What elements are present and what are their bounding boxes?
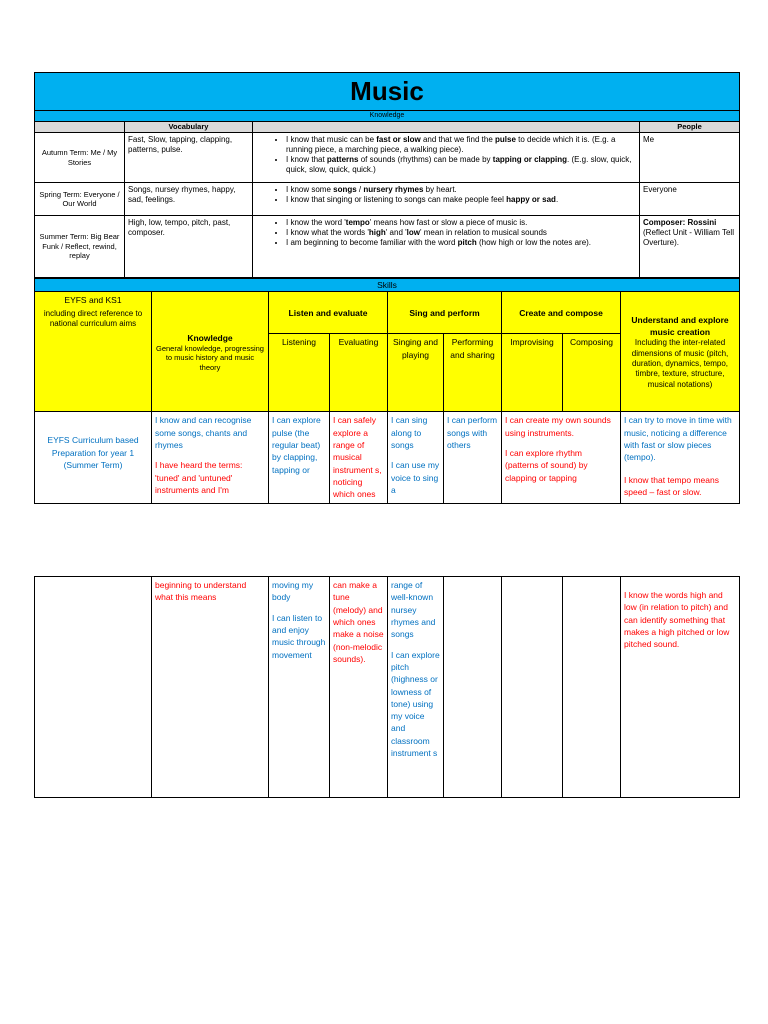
create-compose-header: Create and compose bbox=[502, 292, 621, 334]
statement-item: • I know that singing or listening to songs can make people feel happy or sad. bbox=[286, 195, 636, 205]
continued-composing-cell bbox=[563, 577, 621, 798]
page-title: Music bbox=[35, 73, 740, 111]
term-spring: Spring Term: Everyone / Our World bbox=[35, 183, 125, 216]
create-cell: I can create my own sounds using instruments. I can explore rhythm (patterns of sound) by clapping or tapping bbox=[502, 412, 621, 503]
continued-singing-cell: range of well-known nursey rhymes and songs I can explore pitch (highness or lowness of tone) using my voice and classroom instrument s bbox=[388, 577, 444, 798]
statement-item: • I know that patterns of sounds (rhythms) can be made by tapping or clapping. (E.g. slow, quick, quick, slow, quick, quick.) bbox=[286, 155, 636, 175]
people-autumn: Me bbox=[640, 133, 740, 183]
performing-cell: I can perform songs with others bbox=[444, 412, 502, 503]
listening-subheader: Listening bbox=[269, 334, 330, 412]
continued-label-cell bbox=[35, 577, 152, 798]
statements-spring bbox=[253, 183, 640, 216]
statement-item: • I know the word 'tempo' means how fast or slow a piece of music is. bbox=[286, 218, 636, 228]
statement-item: • I know that music can be fast or slow and that we find the pulse to decide which it is. (E.g. a running piece, a marching piece, a walking piece). bbox=[286, 135, 636, 155]
evaluating-subheader: Evaluating bbox=[330, 334, 388, 412]
sing-perform-header: Sing and perform bbox=[388, 292, 502, 334]
continued-evaluating-cell: can make a tune (melody) and which ones make a noise (non-melodic sounds). bbox=[330, 577, 388, 798]
statement-item: • I know what the words 'high' and 'low' mean in relation to musical sounds bbox=[286, 228, 636, 238]
continued-table bbox=[34, 576, 740, 798]
continued-knowledge-cell: beginning to understand what this means bbox=[152, 577, 269, 798]
listen-evaluate-header: Listen and evaluate bbox=[269, 292, 388, 334]
listening-cell: I can explore pulse (the regular beat) by clapping, tapping or bbox=[269, 412, 330, 503]
continued-performing-cell bbox=[444, 577, 502, 798]
eyfs-header: EYFS and KS1 including direct reference to national curriculum aims bbox=[35, 292, 152, 412]
statement-item: • I know some songs / nursery rhymes by heart. bbox=[286, 185, 636, 195]
blank-header bbox=[35, 122, 125, 133]
vocabulary-header: Vocabulary bbox=[125, 122, 253, 133]
statements-autumn bbox=[253, 133, 640, 183]
statement-item: • I am beginning to become familiar with the word pitch (how high or low the notes are). bbox=[286, 238, 636, 248]
music-curriculum-page bbox=[34, 72, 739, 504]
understand-cell: I can try to move in time with music, noticing a difference with fast or slow pieces (tempo). I know that tempo means speed – fast or slow. bbox=[621, 412, 740, 503]
people-summer: Composer: Rossini (Reflect Unit - William Tell Overture). bbox=[640, 216, 740, 278]
continued-improvising-cell bbox=[502, 577, 563, 798]
vocab-spring: Songs, nursey rhymes, happy, sad, feelings. bbox=[125, 183, 253, 216]
knowledge-band: Knowledge bbox=[35, 111, 740, 122]
evaluating-cell: I can safely explore a range of musical instrument s, noticing which ones bbox=[330, 412, 388, 503]
performing-subheader: Performing and sharing bbox=[444, 334, 502, 412]
skills-table bbox=[34, 278, 740, 504]
term-autumn: Autumn Term: Me / My Stories bbox=[35, 133, 125, 183]
top-table bbox=[34, 72, 740, 278]
vocab-autumn: Fast, Slow, tapping, clapping, patterns, pulse. bbox=[125, 133, 253, 183]
singing-subheader: Singing and playing bbox=[388, 334, 444, 412]
vocab-summer: High, low, tempo, pitch, past, composer. bbox=[125, 216, 253, 278]
knowledge-header: Knowledge General knowledge, progressing to music history and music theory bbox=[152, 292, 269, 412]
skills-band: Skills bbox=[35, 279, 740, 292]
improvising-subheader: Improvising bbox=[502, 334, 563, 412]
singing-cell: I can sing along to songs I can use my voice to sing a bbox=[388, 412, 444, 503]
statements-header bbox=[253, 122, 640, 133]
eyfs-row-label: EYFS Curriculum based Preparation for year 1 (Summer Term) bbox=[35, 412, 152, 503]
continued-understand-cell: I know the words high and low (in relation to pitch) and can identify something that makes a high pitched or low pitched sound. bbox=[621, 577, 740, 798]
people-spring: Everyone bbox=[640, 183, 740, 216]
knowledge-cell: I know and can recognise some songs, chants and rhymes I have heard the terms: 'tuned' and 'untuned' instruments and I'm bbox=[152, 412, 269, 503]
composing-subheader: Composing bbox=[563, 334, 621, 412]
continued-listening-cell: moving my body I can listen to and enjoy music through movement bbox=[269, 577, 330, 798]
understand-header: Understand and explore music creation Including the inter-related dimensions of music (pitch, duration, dynamics, tempo, timbre, texture, structure, musical notations) bbox=[621, 292, 740, 412]
people-header: People bbox=[640, 122, 740, 133]
statements-summer bbox=[253, 216, 640, 278]
term-summer: Summer Term: Big Bear Funk / Reflect, rewind, replay bbox=[35, 216, 125, 278]
